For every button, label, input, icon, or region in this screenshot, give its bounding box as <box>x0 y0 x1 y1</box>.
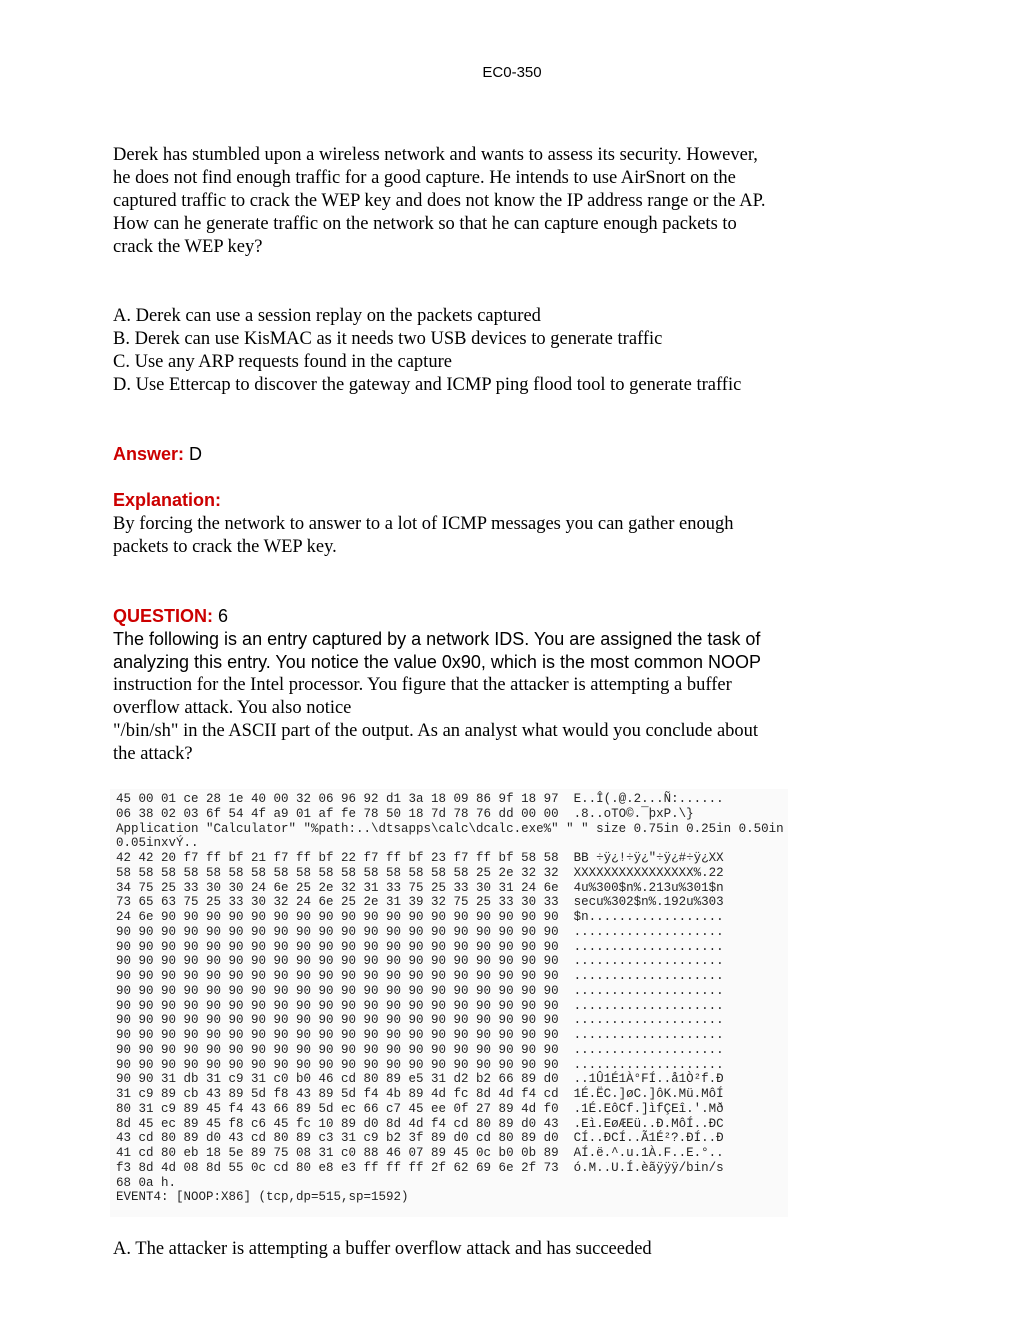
stem-line: crack the WEP key? <box>113 237 263 257</box>
explanation-line: By forcing the network to answer to a lot of ICMP messages you can gather enough <box>113 514 734 534</box>
hexdump-row: 68 0a h. <box>116 1175 177 1190</box>
hexdump-row: 90 90 90 90 90 90 90 90 90 90 90 90 90 90 90 90 90 90 90 90 .................... <box>116 983 724 998</box>
stem-line: overflow attack. You also notice <box>113 698 352 718</box>
question6-stem-serif <box>113 674 853 766</box>
option-a: A. Derek can use a session replay on the packets captured <box>113 306 541 326</box>
hexdump-row: 34 75 25 33 30 30 24 6e 25 2e 32 31 33 75 25 33 30 31 24 6e 4u%300$n%.213u%301$n <box>116 880 724 895</box>
answer-options <box>113 305 853 397</box>
hexdump-event-row: EVENT4: [NOOP:X86] (tcp,dp=515,sp=1592) <box>116 1190 409 1205</box>
explanation-label-line <box>113 489 853 512</box>
hexdump-row: 73 65 63 75 25 33 30 32 24 6e 25 2e 31 39 32 75 25 33 30 33 secu%302$n%.192u%303 <box>116 895 724 910</box>
hexdump-row: 90 90 90 90 90 90 90 90 90 90 90 90 90 90 90 90 90 90 90 90 .................... <box>116 1028 724 1042</box>
explanation-line: packets to crack the WEP key. <box>113 537 337 557</box>
hexdump-row: 45 00 01 ce 28 1e 40 00 32 06 96 92 d1 3a 18 09 86 9f 18 97 E..Î(.@.2...Ñ:...... <box>116 792 724 806</box>
question6-stem-sans <box>113 628 853 674</box>
hexdump-row: 8d 45 ec 89 45 f8 c6 45 fc 10 89 d0 8d 4d f4 cd 80 89 d0 43 .Eì.EøÆEü..Ð.MôÍ..ÐC <box>116 1116 724 1131</box>
hexdump-row: 90 90 90 90 90 90 90 90 90 90 90 90 90 90 90 90 90 90 90 90 .................... <box>116 1057 724 1072</box>
stem-line: "/bin/sh" in the ASCII part of the output. As an analyst what would you conclude about <box>113 721 759 741</box>
question-stem <box>113 144 853 259</box>
hexdump-row: 90 90 90 90 90 90 90 90 90 90 90 90 90 90 90 90 90 90 90 90 .................... <box>116 1013 724 1028</box>
hexdump-row: 90 90 90 90 90 90 90 90 90 90 90 90 90 90 90 90 90 90 90 90 .................... <box>116 939 724 954</box>
hexdump-row: 90 90 90 90 90 90 90 90 90 90 90 90 90 90 90 90 90 90 90 90 .................... <box>116 998 724 1013</box>
hexdump-row: 43 cd 80 89 d0 43 cd 80 89 c3 31 c9 b2 3f 89 d0 cd 80 89 d0 CÍ..ÐCÍ..Ã1É²?.ÐÍ..Ð <box>116 1131 724 1146</box>
hexdump-row: 90 90 31 db 31 c9 31 c0 b0 46 cd 80 89 e5 31 d2 b2 66 89 d0 ..1Û1É1À°FÍ..å1Ò²f.Ð <box>116 1072 724 1087</box>
answer-line <box>113 443 853 466</box>
hexdump-row: 90 90 90 90 90 90 90 90 90 90 90 90 90 90 90 90 90 90 90 90 .................... <box>116 924 724 939</box>
explanation-text <box>113 513 853 559</box>
hexdump-row: 0.05inxvÝ.. <box>116 836 199 851</box>
answer-label: Answer: <box>113 444 185 464</box>
question6-options <box>113 1238 853 1261</box>
hexdump-row: 42 42 20 f7 ff bf 21 f7 ff bf 22 f7 ff bf 23 f7 ff bf 58 58 BB ÷ÿ¿!÷ÿ¿"÷ÿ¿#÷ÿ¿XX <box>116 851 724 865</box>
stem-line: Derek has stumbled upon a wireless network and wants to assess its security. However, <box>113 145 758 165</box>
hexdump-row: Application "Calculator" "%path:..\dtsapps\calc\dcalc.exe%" " " size 0.75in 0.25in 0.50in <box>116 821 784 836</box>
stem-line: analyzing this entry. You notice the value 0x90, which is the most common NOOP <box>113 652 761 672</box>
option-a: A. The attacker is attempting a buffer overflow attack and has succeeded <box>113 1239 652 1259</box>
explanation-label: Explanation: <box>113 490 222 510</box>
hexdump-row: 80 31 c9 89 45 f4 43 66 89 5d ec 66 c7 45 ee 0f 27 89 4d f0 .1É.EôCf.]ìfÇEî.'.Mð <box>116 1101 724 1116</box>
page-header-code: EC0-350 <box>482 64 542 81</box>
hexdump-row: f3 8d 4d 08 8d 55 0c cd 80 e8 e3 ff ff ff 2f 62 69 6e 2f 73 ó.M..U.Í.èãÿÿÿ/bin/s <box>116 1160 724 1175</box>
hexdump-row: 06 38 02 03 6f 54 4f a9 01 af fe 78 50 18 7d 78 76 dd 00 00 .8..oTO©.¯þxP.\} <box>116 806 694 821</box>
hexdump-row: 24 6e 90 90 90 90 90 90 90 90 90 90 90 90 90 90 90 90 90 90 $n.................. <box>116 910 724 924</box>
stem-line: he does not find enough traffic for a good capture. He intends to use AirSnort on the <box>113 168 736 188</box>
stem-line: the attack? <box>113 744 193 764</box>
hexdump-row: 58 58 58 58 58 58 58 58 58 58 58 58 58 58 58 58 25 2e 32 32 XXXXXXXXXXXXXXXX%.22 <box>116 865 724 880</box>
stem-line: captured traffic to crack the WEP key and does not know the IP address range or the AP. <box>113 191 766 211</box>
hexdump-row: 90 90 90 90 90 90 90 90 90 90 90 90 90 90 90 90 90 90 90 90 .................... <box>116 969 724 983</box>
option-c: C. Use any ARP requests found in the capture <box>113 352 452 372</box>
option-d: D. Use Ettercap to discover the gateway and ICMP ping flood tool to generate traffic <box>113 375 742 395</box>
answer-value: D <box>189 444 203 464</box>
stem-line: instruction for the Intel processor. You figure that the attacker is attempting a buffer <box>113 675 732 695</box>
question-label: QUESTION: <box>113 606 214 626</box>
question-heading <box>113 605 853 628</box>
hexdump-row: 41 cd 80 eb 18 5e 89 75 08 31 c0 88 46 07 89 45 0c b0 0b 89 AÍ.ë.^.u.1À.F..E.°.. <box>116 1146 724 1160</box>
hexdump-row: 90 90 90 90 90 90 90 90 90 90 90 90 90 90 90 90 90 90 90 90 .................... <box>116 954 724 969</box>
ids-capture-hexdump <box>110 789 788 1217</box>
question-number: 6 <box>218 606 229 626</box>
stem-line: How can he generate traffic on the network so that he can capture enough packets to <box>113 214 737 234</box>
option-b: B. Derek can use KisMAC as it needs two USB devices to generate traffic <box>113 329 663 349</box>
hexdump-row: 31 c9 89 cb 43 89 5d f8 43 89 5d f4 4b 89 4d fc 8d 4d f4 cd 1É.ËC.]øC.]ôK.Mü.MôÍ <box>116 1087 724 1101</box>
stem-line: The following is an entry captured by a network IDS. You are assigned the task of <box>113 629 761 649</box>
hexdump-row: 90 90 90 90 90 90 90 90 90 90 90 90 90 90 90 90 90 90 90 90 .................... <box>116 1042 724 1057</box>
